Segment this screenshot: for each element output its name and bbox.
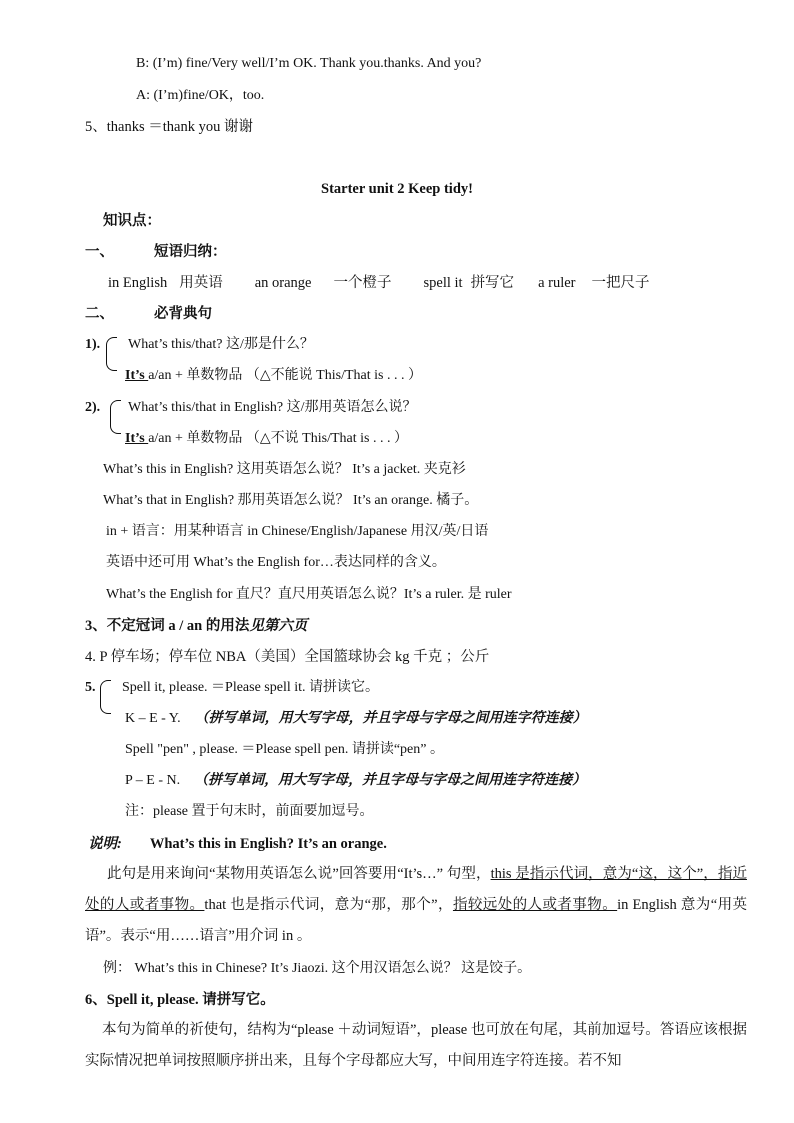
phrase-zh: 一个橙子 <box>333 275 392 291</box>
item1-answer <box>125 366 422 386</box>
explain-paragraph <box>85 859 747 952</box>
item2-label: 2). <box>85 400 101 415</box>
greeting-line-b: B: (I’m) fine/Very well/I’m OK. Thank you.thanks. And you? <box>136 56 482 71</box>
item5-spelling-pen <box>125 771 586 791</box>
explain-label: 说明: <box>88 836 122 852</box>
explain-underline: 指较远处的人或者事物。 <box>452 897 618 913</box>
item4-text: 4. P 停车场；停车位 NBA（美国）全国篮球协会 kg 千克 ；公斤 <box>85 649 490 665</box>
greeting-line-a: A: (I’m)fine/OK，too. <box>136 88 265 103</box>
item6-heading: 6、Spell it, please. 请拼写它。 <box>85 992 275 1008</box>
item3-heading <box>85 616 307 636</box>
item1-question: What’s this/that? 这/那是什么？ <box>128 337 314 352</box>
section1-title: 短语归纳： <box>154 244 227 260</box>
brace-mark <box>100 680 111 714</box>
page-title: Starter unit 2 Keep tidy! <box>321 181 473 197</box>
pen-letters: P – E - N. <box>125 773 181 788</box>
item3-text: 3、不定冠词 a / an 的用法 <box>85 618 250 634</box>
example-that: What’s that in English? 那用英语怎么说？ It’s an orange. 橘子。 <box>103 493 479 508</box>
example-this: What’s this in English? 这用英语怎么说？ It’s a jacket. 夹克衫 <box>103 462 466 477</box>
its-emphasis: It’s <box>125 431 149 446</box>
explain-text: 此句是用来询问“某物用英语怎么说”回答要用“It’s…” 句型， <box>107 866 491 882</box>
item5-spelling-key <box>125 709 587 729</box>
explain-underline: this 是指示代词，意为“这，这个”，指近处的人或者事物。 <box>85 866 747 913</box>
item2-question: What’s this/that in English? 这/那用英语怎么说？ <box>128 400 417 415</box>
item6-paragraph: 本句为简单的祈使句，结构为“please ＋动词短语”，please 也可放在句尾，其前加逗号。答语应该根据实际情况把单词按照顺序拼出来，且每个字母都应大写，中间用连字符连接。若不知 <box>85 1022 747 1069</box>
item3-ref: 见第六页 <box>249 618 308 634</box>
key-letters: K – E - Y. <box>125 711 181 726</box>
phrase-en: an orange <box>254 275 312 291</box>
spelling-note: （拼写单词，用大写字母，并且字母与字母之间用连字符连接） <box>194 773 587 788</box>
section1-num: 一、 <box>85 244 114 260</box>
phrase-zh: 一把尺子 <box>591 275 650 291</box>
its-emphasis: It’s <box>125 368 149 383</box>
brace-mark <box>110 400 121 434</box>
item2-answer <box>125 429 408 449</box>
explain-heading <box>88 834 387 854</box>
item5-line3: Spell "pen" , please. ＝Please spell pen. 请拼读“pen” 。 <box>125 742 444 757</box>
item1-label: 1). <box>85 337 101 352</box>
section2-title: 必背典句 <box>154 306 212 322</box>
phrase-zh: 拼写它 <box>470 275 515 291</box>
knowledge-heading: 知识点： <box>103 213 161 229</box>
language-usage: in + 语言：用某种语言 in Chinese/English/Japanese 用汉/英/日语 <box>106 524 489 539</box>
phrase-en: spell it <box>423 275 463 291</box>
item1-answer-text: a/an + 单数物品 （△不能说 This/That is . . . ） <box>148 368 422 383</box>
section2-num: 二、 <box>85 306 114 322</box>
brace-mark <box>106 337 117 371</box>
item5-line1: Spell it, please. ＝Please spell it. 请拼读它。 <box>122 680 380 695</box>
explain-text: in English 意为“用英语”。表示“用……语言”用介词 in 。 <box>85 897 747 944</box>
explain-example: What’s this in English? It’s an orange. <box>149 836 387 852</box>
phrase-en: a ruler <box>538 275 576 291</box>
phrase-en: in English <box>108 275 168 291</box>
phrase-list <box>108 273 650 293</box>
item5-label: 5. <box>85 680 96 695</box>
section1-heading <box>85 242 227 262</box>
explain-example-line: 例： What’s this in Chinese? It’s Jiaozi. 这个用汉语怎么说？ 这是饺子。 <box>103 961 532 976</box>
section2-heading <box>85 304 212 324</box>
explain-text: that 也是指示代词，意为“那，那个”， <box>204 897 453 913</box>
item4-line <box>85 647 489 667</box>
ruler-example: What’s the English for 直尺？直尺用英语怎么说？It’s a ruler. 是 ruler <box>106 587 512 602</box>
also-usage: 英语中还可用 What’s the English for…表达同样的含义。 <box>106 555 446 570</box>
phrase-zh: 用英语 <box>179 275 223 291</box>
item2-answer-text: a/an + 单数物品 （△不说 This/That is . . . ） <box>148 431 408 446</box>
thanks-line: 5、thanks ＝thank you 谢谢 <box>85 119 253 135</box>
item5-note: 注：please 置于句末时，前面要加逗号。 <box>125 804 374 819</box>
spelling-note: （拼写单词，用大写字母，并且字母与字母之间用连字符连接） <box>194 711 587 726</box>
